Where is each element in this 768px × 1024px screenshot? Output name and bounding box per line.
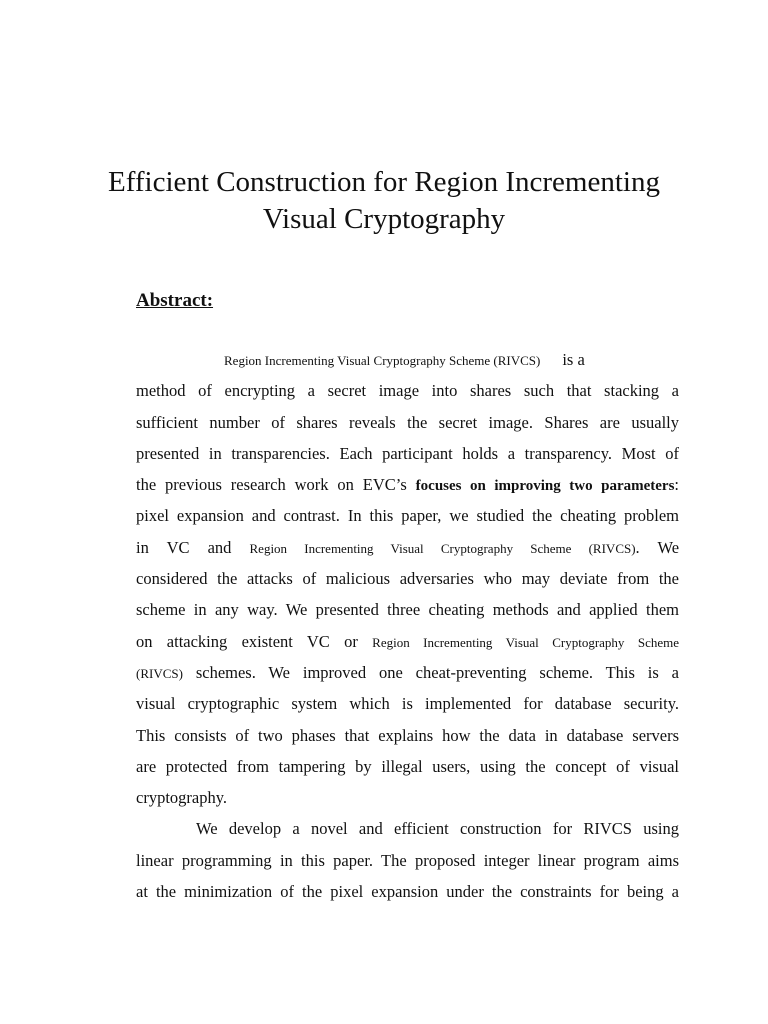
rivcs-term: Region Incrementing Visual Cryptography Scheme	[372, 634, 679, 650]
body-text: :	[674, 475, 680, 495]
title-line-2: Visual Cryptography	[262, 203, 506, 235]
body-text: schemes. We improved one cheat-preventing scheme. This is a	[195, 662, 679, 682]
body-line	[136, 532, 679, 563]
body-line: are protected from tampering by illegal users, using the concept of visual	[136, 756, 679, 776]
body-line: sufficient number of shares reveals the secret image. Shares are usually	[136, 412, 679, 432]
rivcs-term: Region Incrementing Visual Cryptography Scheme (RIVCS)	[224, 353, 541, 368]
body-line: presented in transparencies. Each participant holds a transparency. Most of	[136, 443, 679, 463]
body-text: on attacking existent VC or	[136, 631, 358, 651]
body-line: at the minimization of the pixel expansion under the constraints for being a	[136, 882, 679, 902]
body-text: the previous research work on EVC’s	[136, 475, 407, 495]
body-text: in VC and	[136, 537, 232, 557]
body-line: We develop a novel and efficient construction for RIVCS using	[196, 819, 679, 839]
body-line	[136, 626, 679, 657]
rivcs-term: (RIVCS)	[136, 665, 183, 681]
body-line: pixel expansion and contrast. In this paper, we studied the cheating problem	[136, 506, 679, 526]
page-title	[60, 164, 708, 238]
body-text: is a	[562, 350, 585, 369]
body-line: cryptography.	[136, 788, 228, 808]
body-line	[136, 344, 679, 375]
body-line: considered the attacks of malicious adversaries who may deviate from the	[136, 569, 679, 589]
body-line: visual cryptographic system which is implemented for database security.	[136, 694, 679, 714]
body-text: . We	[635, 537, 680, 557]
body-line: scheme in any way. We presented three cheating methods and applied them	[136, 600, 679, 620]
body-line	[136, 469, 679, 500]
body-line: method of encrypting a secret image into shares such that stacking a	[136, 381, 679, 401]
abstract-heading: Abstract:	[136, 290, 214, 311]
title-line-1: Efficient Construction for Region Incrementing	[108, 166, 660, 198]
rivcs-term: Region Incrementing Visual Cryptography Scheme (RIVCS)	[249, 540, 636, 556]
body-line	[136, 657, 679, 688]
body-line: linear programming in this paper. The proposed integer linear program aims	[136, 850, 679, 870]
abstract-body	[136, 344, 679, 907]
body-line: This consists of two phases that explains how the data in database servers	[136, 725, 679, 745]
bold-phrase: focuses on improving two parameters	[415, 478, 675, 495]
